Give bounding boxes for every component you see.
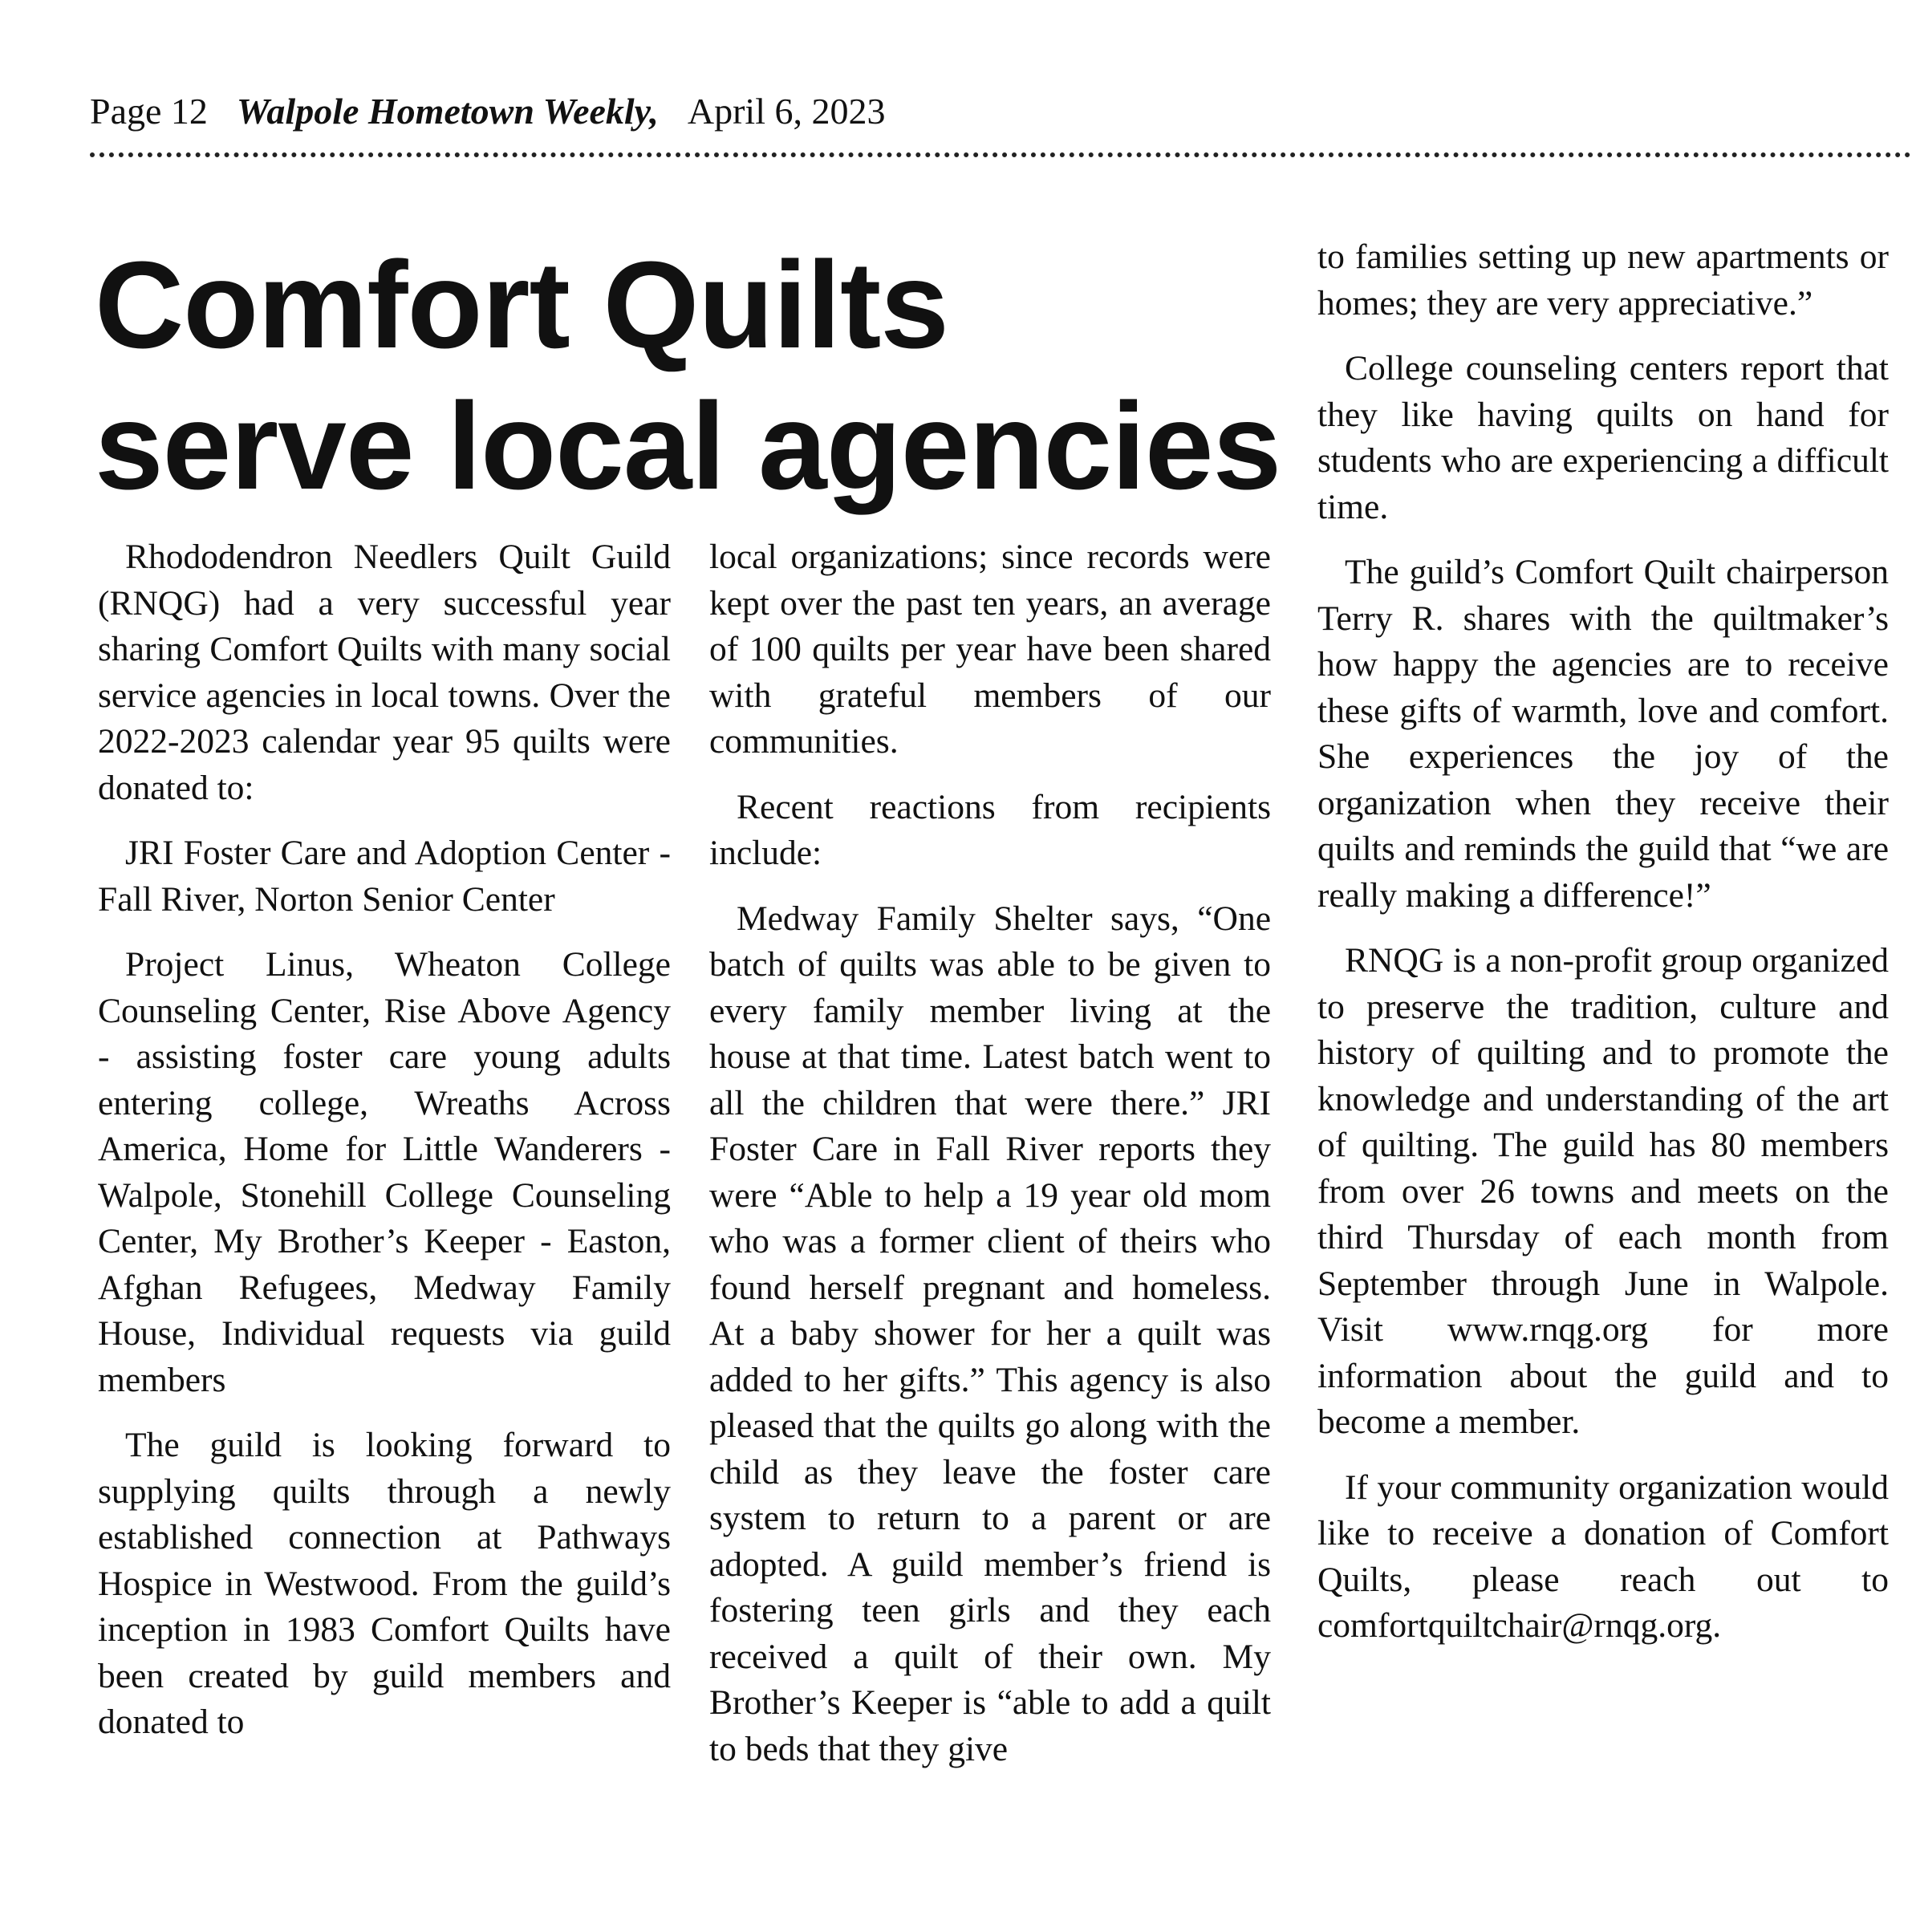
paragraph: RNQG is a non-profit group organized to preserve the tradition, culture and history of quilting and to promote the knowledge and understanding of the art of quilting. The guild has 80 members from over 26 towns and meets on the third Thursday of each month from September through June in Walpole. Visit www.rnqg.org for more information about the guild and to become a member. xyxy=(1317,941,1889,1441)
paragraph: Rhododendron Needlers Quilt Guild (RNQG) had a very successful year sharing Comfort Quilts with many social service agencies in local towns. Over the 2022-2023 calendar year 95 quilts were donated to: xyxy=(98,538,671,807)
paragraph: to families setting up new apartments or homes; they are very appreciative.” xyxy=(1317,237,1889,323)
paragraph: Medway Family Shelter says, “One batch of quilts was able to be given to every family member living at the house at that time. Latest batch went to all the children that were there.” JRI Foster Care in Fall River reports they were “Able to help a 19 year old mom who was a former client of theirs who found herself pregnant and homeless. At a baby shower for her a quilt was added to her gifts.” This agency is also pleased that the quilts go along with the child as they leave the foster care system to return to a parent or are adopted. A guild member’s friend is fostering teen girls and they each received a quilt of their own. My Brother’s Keeper is “able to add a quilt to beds that they give xyxy=(709,899,1271,1768)
paragraph: The guild’s Comfort Quilt chairperson Terry R. shares with the quiltmaker’s how happy the agencies are to receive these gifts of warmth, love and comfort. She experiences the joy of the organization when they receive their quilts and reminds the guild that “we are really making a difference!” xyxy=(1317,553,1889,915)
article-column-1 xyxy=(98,534,671,1765)
paragraph: Recent reactions from recipients include: xyxy=(709,787,1271,872)
article-column-3 xyxy=(1317,234,1889,1669)
headline-line-2: serve local agencies xyxy=(95,377,1281,515)
article-column-2 xyxy=(709,534,1271,1792)
article-headline xyxy=(95,234,1281,517)
header-dotted-rule xyxy=(90,152,1911,157)
paragraph: College counseling centers report that they like having quilts on hand for students who are experiencing a difficult time. xyxy=(1317,349,1889,526)
page-number: Page 12 xyxy=(90,91,208,132)
issue-date: April 6, 2023 xyxy=(687,91,886,132)
paragraph: JRI Foster Care and Adoption Center - Fall River, Norton Senior Center xyxy=(98,834,671,919)
paragraph: Project Linus, Wheaton College Counseling Center, Rise Above Agency - assisting foster care young adults entering college, Wreaths Across America, Home for Little Wanderers - Walpole, Stonehill College Counseling Center, My Brother’s Keeper - Easton, Afghan Refugees, Medway Family House, Individual requests via guild members xyxy=(98,945,671,1399)
publication-name: Walpole Hometown Weekly, xyxy=(236,91,659,132)
headline-line-1: Comfort Quilts xyxy=(95,236,948,374)
paragraph: local organizations; since records were kept over the past ten years, an average of 100 quilts per year have been shared with grateful members of our communities. xyxy=(709,538,1271,761)
paragraph: If your community organization would like to receive a donation of Comfort Quilts, please reach out to comfortquiltchair@rnqg.org. xyxy=(1317,1467,1889,1645)
paragraph: The guild is looking forward to supplying quilts through a newly established connection at Pathways Hospice in Westwood. From the guild’s inception in 1983 Comfort Quilts have been created by guild members and donated to xyxy=(98,1426,671,1741)
page-header xyxy=(90,90,886,132)
